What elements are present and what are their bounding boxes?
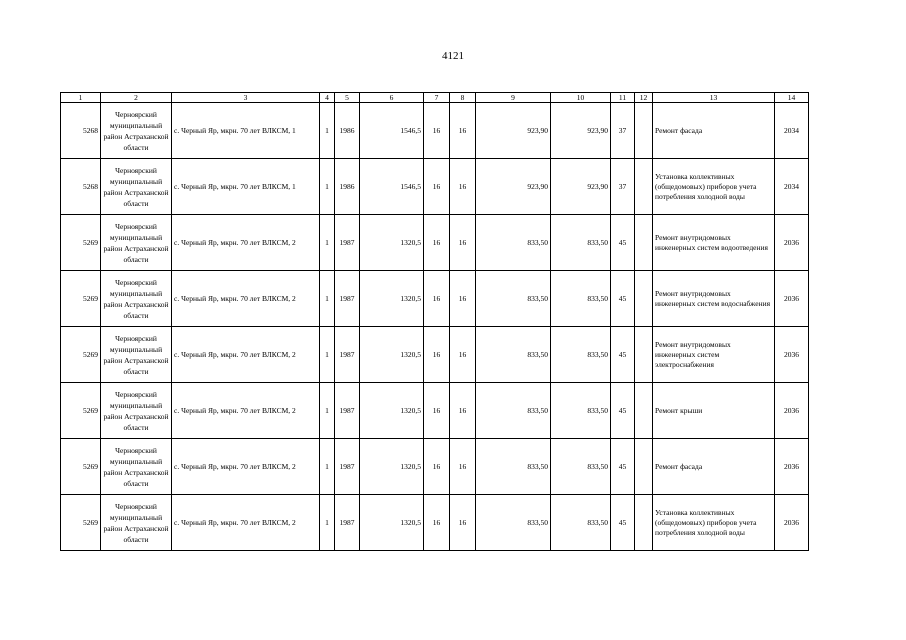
- table-row: [61, 327, 809, 383]
- area-cell: 1320,5: [360, 383, 424, 439]
- header-row: [61, 93, 809, 103]
- municipality-cell: Черноярский муниципальный район Астраханской области: [101, 159, 172, 215]
- col8-cell: 16: [450, 383, 476, 439]
- col7-cell: 16: [424, 159, 450, 215]
- municipality-cell: Черноярский муниципальный район Астраханской области: [101, 495, 172, 551]
- col4-cell: 1: [320, 383, 335, 439]
- table-row: [61, 383, 809, 439]
- cost-cell: 833,50: [476, 495, 551, 551]
- cost2-cell: 833,50: [551, 495, 611, 551]
- col7-cell: 16: [424, 495, 450, 551]
- table-row: [61, 495, 809, 551]
- col11-cell: 45: [611, 439, 635, 495]
- column-header-5: 5: [335, 93, 360, 103]
- address-cell: с. Черный Яр, мкрн. 70 лет ВЛКСМ, 2: [172, 215, 320, 271]
- area-cell: 1546,5: [360, 159, 424, 215]
- column-header-3: 3: [172, 93, 320, 103]
- address-cell: с. Черный Яр, мкрн. 70 лет ВЛКСМ, 1: [172, 159, 320, 215]
- col8-cell: 16: [450, 327, 476, 383]
- area-cell: 1320,5: [360, 439, 424, 495]
- col12-cell: [635, 383, 653, 439]
- work-type-cell: Ремонт внутридомовых инженерных систем электроснабжения: [653, 327, 775, 383]
- col12-cell: [635, 103, 653, 159]
- work-type-cell: Установка коллективных (общедомовых) приборов учета потребления холодной воды: [653, 159, 775, 215]
- work-type-cell: Ремонт внутридомовых инженерных систем водоотведения: [653, 215, 775, 271]
- year-cell: 1987: [335, 271, 360, 327]
- record-number-cell: 5269: [61, 215, 101, 271]
- column-header-12: 12: [635, 93, 653, 103]
- col4-cell: 1: [320, 327, 335, 383]
- col4-cell: 1: [320, 159, 335, 215]
- column-header-8: 8: [450, 93, 476, 103]
- col8-cell: 16: [450, 103, 476, 159]
- planned-year-cell: 2036: [775, 327, 809, 383]
- cost-cell: 833,50: [476, 327, 551, 383]
- planned-year-cell: 2036: [775, 271, 809, 327]
- column-header-4: 4: [320, 93, 335, 103]
- table-row: [61, 271, 809, 327]
- col7-cell: 16: [424, 103, 450, 159]
- year-cell: 1986: [335, 159, 360, 215]
- column-header-7: 7: [424, 93, 450, 103]
- municipality-cell: Черноярский муниципальный район Астраханской области: [101, 327, 172, 383]
- address-cell: с. Черный Яр, мкрн. 70 лет ВЛКСМ, 2: [172, 271, 320, 327]
- col4-cell: 1: [320, 495, 335, 551]
- work-type-cell: Ремонт фасада: [653, 439, 775, 495]
- col12-cell: [635, 215, 653, 271]
- col7-cell: 16: [424, 383, 450, 439]
- col12-cell: [635, 159, 653, 215]
- cost2-cell: 833,50: [551, 271, 611, 327]
- table-row: [61, 215, 809, 271]
- table-row: [61, 439, 809, 495]
- col11-cell: 45: [611, 271, 635, 327]
- work-type-cell: Установка коллективных (общедомовых) приборов учета потребления холодной воды: [653, 495, 775, 551]
- col8-cell: 16: [450, 215, 476, 271]
- column-header-13: 13: [653, 93, 775, 103]
- address-cell: с. Черный Яр, мкрн. 70 лет ВЛКСМ, 1: [172, 103, 320, 159]
- work-type-cell: Ремонт крыши: [653, 383, 775, 439]
- cost2-cell: 923,90: [551, 103, 611, 159]
- col4-cell: 1: [320, 215, 335, 271]
- cost2-cell: 833,50: [551, 327, 611, 383]
- col8-cell: 16: [450, 439, 476, 495]
- col12-cell: [635, 327, 653, 383]
- col11-cell: 37: [611, 103, 635, 159]
- address-cell: с. Черный Яр, мкрн. 70 лет ВЛКСМ, 2: [172, 327, 320, 383]
- work-type-cell: Ремонт фасада: [653, 103, 775, 159]
- planned-year-cell: 2034: [775, 103, 809, 159]
- planned-year-cell: 2036: [775, 495, 809, 551]
- record-number-cell: 5269: [61, 439, 101, 495]
- area-cell: 1320,5: [360, 495, 424, 551]
- register-table: [60, 92, 809, 551]
- col7-cell: 16: [424, 439, 450, 495]
- record-number-cell: 5268: [61, 103, 101, 159]
- cost2-cell: 923,90: [551, 159, 611, 215]
- area-cell: 1320,5: [360, 215, 424, 271]
- column-header-1: 1: [61, 93, 101, 103]
- municipality-cell: Черноярский муниципальный район Астраханской области: [101, 383, 172, 439]
- col7-cell: 16: [424, 271, 450, 327]
- year-cell: 1987: [335, 495, 360, 551]
- col4-cell: 1: [320, 271, 335, 327]
- column-header-6: 6: [360, 93, 424, 103]
- cost2-cell: 833,50: [551, 215, 611, 271]
- municipality-cell: Черноярский муниципальный район Астраханской области: [101, 103, 172, 159]
- col11-cell: 45: [611, 495, 635, 551]
- record-number-cell: 5269: [61, 495, 101, 551]
- cost-cell: 833,50: [476, 439, 551, 495]
- record-number-cell: 5269: [61, 271, 101, 327]
- address-cell: с. Черный Яр, мкрн. 70 лет ВЛКСМ, 2: [172, 383, 320, 439]
- area-cell: 1320,5: [360, 327, 424, 383]
- col11-cell: 45: [611, 383, 635, 439]
- column-header-11: 11: [611, 93, 635, 103]
- work-type-cell: Ремонт внутридомовых инженерных систем водоснабжения: [653, 271, 775, 327]
- cost-cell: 833,50: [476, 271, 551, 327]
- year-cell: 1987: [335, 439, 360, 495]
- column-header-14: 14: [775, 93, 809, 103]
- record-number-cell: 5268: [61, 159, 101, 215]
- year-cell: 1987: [335, 215, 360, 271]
- address-cell: с. Черный Яр, мкрн. 70 лет ВЛКСМ, 2: [172, 495, 320, 551]
- cost-cell: 833,50: [476, 215, 551, 271]
- planned-year-cell: 2036: [775, 439, 809, 495]
- col4-cell: 1: [320, 103, 335, 159]
- planned-year-cell: 2034: [775, 159, 809, 215]
- col11-cell: 45: [611, 215, 635, 271]
- cost2-cell: 833,50: [551, 439, 611, 495]
- cost-cell: 923,90: [476, 159, 551, 215]
- municipality-cell: Черноярский муниципальный район Астраханской области: [101, 215, 172, 271]
- municipality-cell: Черноярский муниципальный район Астраханской области: [101, 439, 172, 495]
- table-body: [61, 103, 809, 551]
- cost2-cell: 833,50: [551, 383, 611, 439]
- table-row: [61, 103, 809, 159]
- area-cell: 1320,5: [360, 271, 424, 327]
- col12-cell: [635, 495, 653, 551]
- col7-cell: 16: [424, 215, 450, 271]
- planned-year-cell: 2036: [775, 215, 809, 271]
- record-number-cell: 5269: [61, 327, 101, 383]
- col12-cell: [635, 271, 653, 327]
- year-cell: 1986: [335, 103, 360, 159]
- planned-year-cell: 2036: [775, 383, 809, 439]
- area-cell: 1546,5: [360, 103, 424, 159]
- col8-cell: 16: [450, 271, 476, 327]
- column-header-2: 2: [101, 93, 172, 103]
- municipality-cell: Черноярский муниципальный район Астраханской области: [101, 271, 172, 327]
- col12-cell: [635, 439, 653, 495]
- col11-cell: 45: [611, 327, 635, 383]
- page-number: 4121: [442, 50, 464, 62]
- year-cell: 1987: [335, 327, 360, 383]
- table-row: [61, 159, 809, 215]
- cost-cell: 923,90: [476, 103, 551, 159]
- column-header-9: 9: [476, 93, 551, 103]
- year-cell: 1987: [335, 383, 360, 439]
- col8-cell: 16: [450, 495, 476, 551]
- col8-cell: 16: [450, 159, 476, 215]
- column-header-10: 10: [551, 93, 611, 103]
- record-number-cell: 5269: [61, 383, 101, 439]
- col4-cell: 1: [320, 439, 335, 495]
- address-cell: с. Черный Яр, мкрн. 70 лет ВЛКСМ, 2: [172, 439, 320, 495]
- col7-cell: 16: [424, 327, 450, 383]
- cost-cell: 833,50: [476, 383, 551, 439]
- col11-cell: 37: [611, 159, 635, 215]
